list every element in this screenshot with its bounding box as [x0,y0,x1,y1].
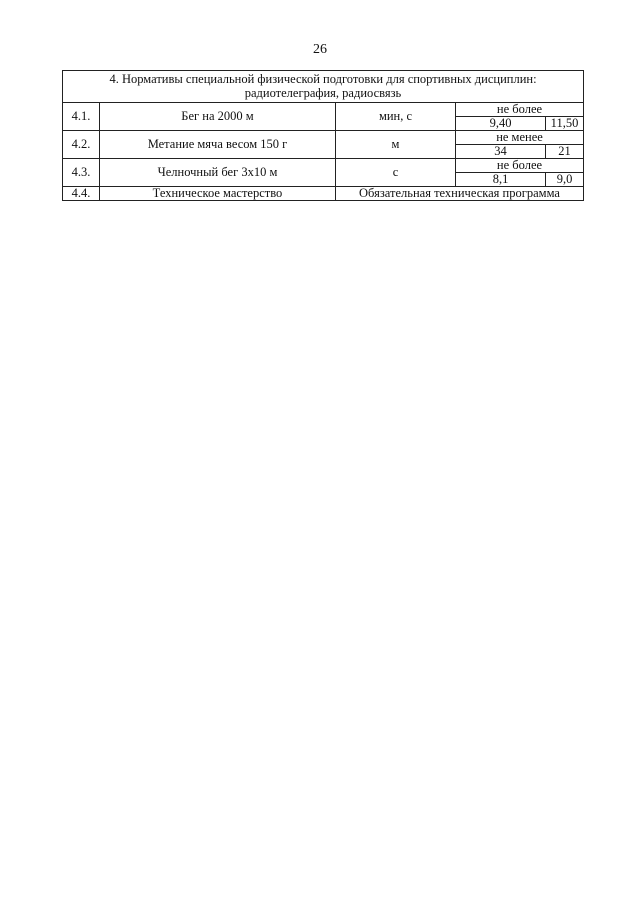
exercise-name: Бег на 2000 м [100,103,336,131]
value-cell: 11,50 [546,117,584,131]
unit-cell: мин, с [336,103,456,131]
value-cell: 21 [546,145,584,159]
value-cell: 9,40 [456,117,546,131]
table-title-line2: радиотелеграфия, радиосвязь [244,86,402,100]
condition-cell: не более [456,103,584,117]
value-cell: 34 [456,145,546,159]
table-title-row [63,71,584,103]
table-row [63,159,584,173]
table-title-line1: 4. Нормативы специальной физической подготовки для спортивных дисциплин: [109,72,537,86]
page-number: 26 [313,42,327,57]
row-number: 4.4. [63,187,100,201]
condition-cell: не более [456,159,584,173]
exercise-name: Челночный бег 3x10 м [100,159,336,187]
row-number: 4.3. [63,159,100,187]
unit-cell: м [336,131,456,159]
unit-cell: с [336,159,456,187]
program-note: Обязательная техническая программа [336,187,584,201]
table-row [63,103,584,117]
table-row [63,187,584,201]
row-number: 4.2. [63,131,100,159]
exercise-name: Метание мяча весом 150 г [100,131,336,159]
exercise-name: Техническое мастерство [100,187,336,201]
row-number: 4.1. [63,103,100,131]
table-row [63,131,584,145]
condition-cell: не менее [456,131,584,145]
value-cell: 8,1 [456,173,546,187]
norms-table [62,70,584,201]
value-cell: 9,0 [546,173,584,187]
table-title [63,71,584,103]
